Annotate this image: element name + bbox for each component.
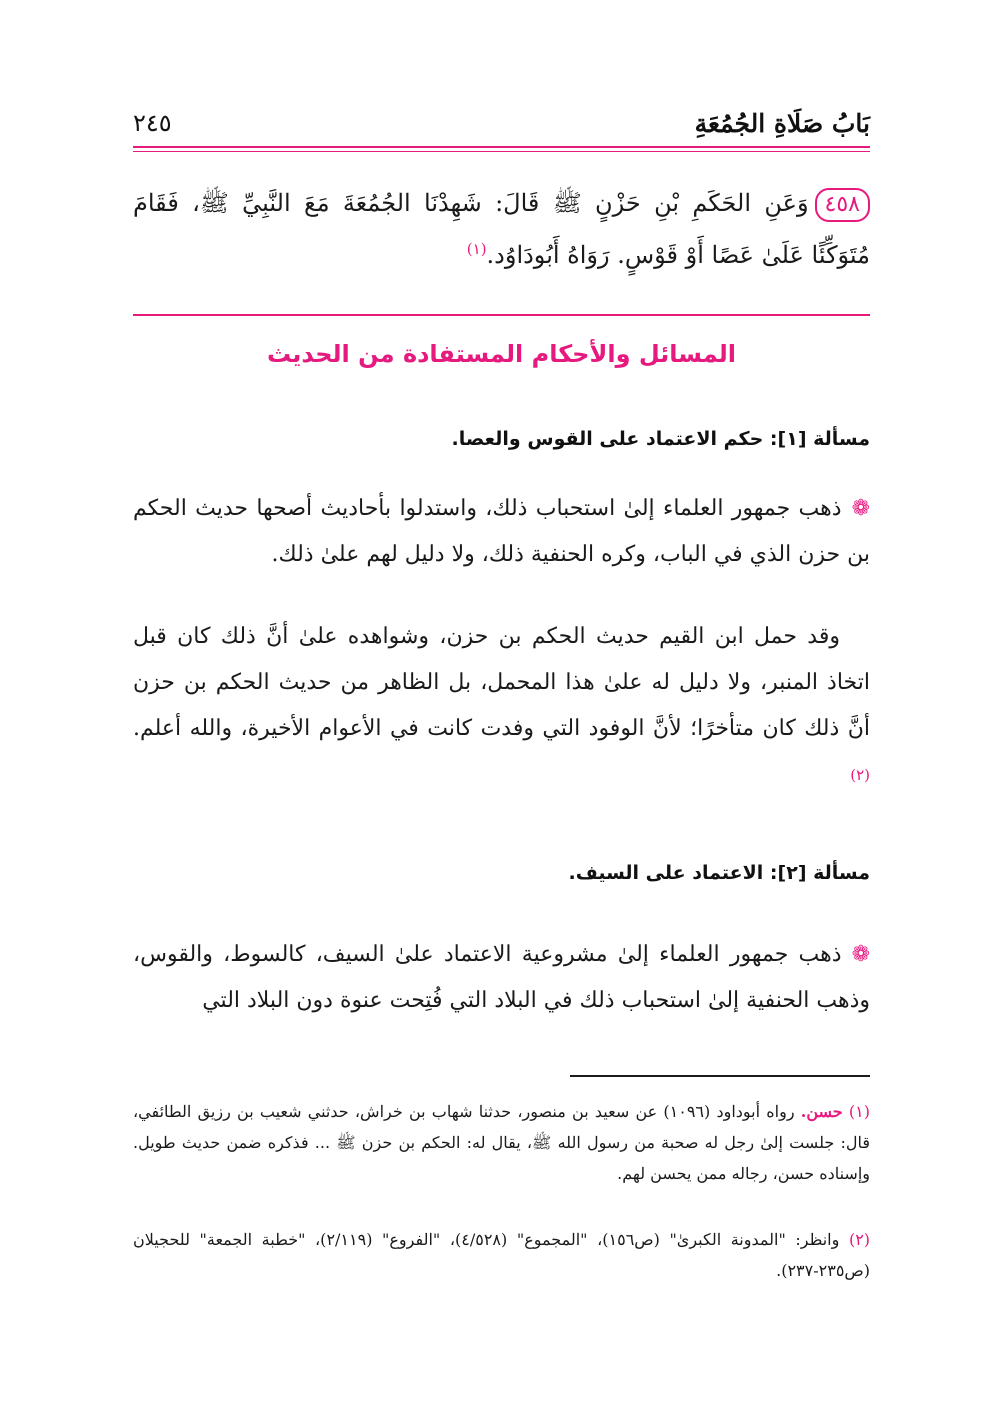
footnote-ref-2: (٢) <box>850 766 870 784</box>
issue-1-paragraph-2 <box>133 614 870 805</box>
issue-1-heading <box>133 428 870 450</box>
footnote-number: (١) <box>848 1102 871 1121</box>
footnote-number: (٢) <box>848 1230 871 1249</box>
page-number: ٢٤٥ <box>133 109 172 137</box>
page-header <box>133 105 870 145</box>
paragraph-text: ذهب جمهور العلماء إلىٰ استحباب ذلك، واستدلوا بأحاديث أصحها حديث الحكم بن حزن الذي في الباب، وكره الحنفية ذلك، ولا دليل لهم علىٰ ذلك. <box>133 496 870 567</box>
issue-2-heading <box>133 862 870 884</box>
footnote-text: رواه أبوداود (١٠٩٦) عن سعيد بن منصور، حدثنا شهاب بن خراش، حدثني شعيب بن رزيق الطائفي، قال: جلست إلىٰ رجل له صحبة من رسول الله ﷺ، يقال له: الحكم بن حزن ﷺ ... فذكره ضمن حديث طويل. وإسناده حسن، رجاله ممن يحسن لهم. <box>133 1102 870 1183</box>
issue-2-paragraph <box>133 932 870 1024</box>
footnote-1 <box>133 1096 870 1189</box>
section-title: المسائل والأحكام المستفادة من الحديث <box>266 340 737 368</box>
paragraph-text: وقد حمل ابن القيم حديث الحكم بن حزن، وشواهده علىٰ أنَّ ذلك كان قبل اتخاذ المنبر، ولا دليل له علىٰ هذا المحمل، بل الظاهر من حديث الحكم بن حزن أنَّ ذلك كان متأخرًا؛ لأنَّ الوفود التي وفدت كانت في الأعوام الأخيرة، والله أعلم. <box>133 624 870 741</box>
header-rule <box>133 146 870 148</box>
issue-1-title: حكم الاعتماد على القوس والعصا. <box>451 428 764 450</box>
issue-2-label: مسألة [٢]: <box>769 862 870 884</box>
hadith-footnote-ref: (١) <box>466 240 487 258</box>
paragraph-text: ذهب جمهور العلماء إلىٰ مشروعية الاعتماد علىٰ السيف، كالسوط، والقوس، وذهب الحنفية إلىٰ استحباب ذلك في البلاد التي فُتِحت عنوة دون البلاد التي <box>133 942 870 1013</box>
hadith-number-badge: ٤٥٨ <box>815 188 870 222</box>
issue-2-title: الاعتماد على السيف. <box>568 862 764 884</box>
flower-ornament-icon: ❁ <box>851 942 870 967</box>
hadith-text: وَعَنِ الحَكَمِ بْنِ حَزْنٍ ﷺ قَالَ: شَهِدْنَا الجُمُعَةَ مَعَ النَّبِيِّ ﷺ، فَقَامَ مُتَوَكِّئًا عَلَىٰ عَصًا أَوْ قَوْسٍ. رَوَاهُ أَبُودَاوُد. <box>133 189 870 269</box>
chapter-title: بَابُ صَلَاةِ الجُمُعَةِ <box>694 109 870 138</box>
issue-1-label: مسألة [١]: <box>769 428 870 450</box>
footnote-text: وانظر: "المدونة الكبرىٰ" (ص١٥٦)، "المجموع" (٤/٥٢٨)، "الفروع" (٢/١١٩)، "خطبة الجمعة" للحجيلان (ص٢٣٥-٢٣٧). <box>133 1230 870 1280</box>
hadith-block <box>133 180 870 278</box>
issue-1-paragraph-1 <box>133 486 870 578</box>
section-divider <box>133 314 870 316</box>
footnote-2 <box>133 1224 870 1286</box>
flower-ornament-icon: ❁ <box>851 496 870 521</box>
header-rule-thin <box>133 151 870 152</box>
footnote-grade: حسن. <box>800 1102 843 1121</box>
footnote-separator <box>570 1075 870 1077</box>
